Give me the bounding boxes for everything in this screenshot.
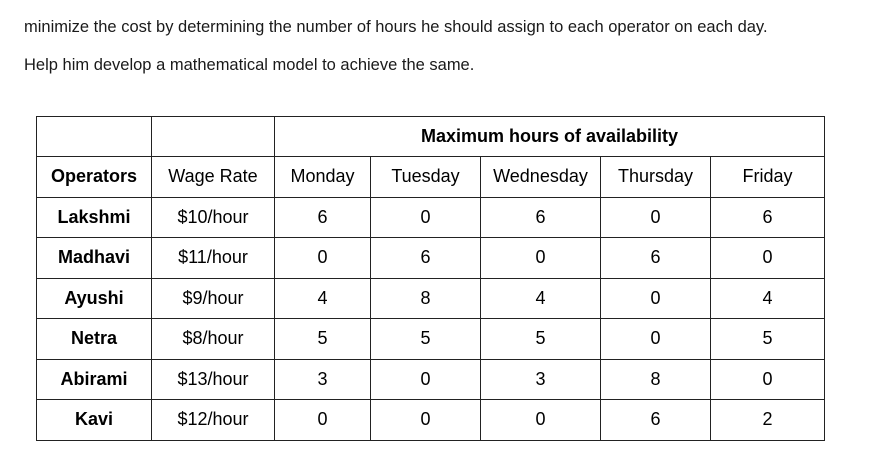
hours-friday: 6 <box>711 197 825 238</box>
wage-rate: $13/hour <box>152 359 275 400</box>
table-row <box>37 359 825 400</box>
hours-wednesday: 4 <box>481 278 601 319</box>
header-row <box>37 157 825 198</box>
hours-tuesday: 5 <box>371 319 481 360</box>
hours-tuesday: 0 <box>371 359 481 400</box>
wage-rate: $10/hour <box>152 197 275 238</box>
header-operators: Operators <box>37 157 152 198</box>
hours-friday: 4 <box>711 278 825 319</box>
hours-monday: 5 <box>275 319 371 360</box>
table-row <box>37 197 825 238</box>
wage-rate: $8/hour <box>152 319 275 360</box>
table-row <box>37 278 825 319</box>
wage-rate: $11/hour <box>152 238 275 279</box>
wage-rate: $12/hour <box>152 400 275 441</box>
hours-thursday: 8 <box>601 359 711 400</box>
hours-thursday: 6 <box>601 400 711 441</box>
table-row <box>37 400 825 441</box>
header-wage-rate: Wage Rate <box>152 157 275 198</box>
hours-monday: 0 <box>275 400 371 441</box>
wage-rate: $9/hour <box>152 278 275 319</box>
hours-thursday: 0 <box>601 319 711 360</box>
hours-thursday: 0 <box>601 197 711 238</box>
header-wednesday: Wednesday <box>481 157 601 198</box>
hours-thursday: 0 <box>601 278 711 319</box>
hours-tuesday: 8 <box>371 278 481 319</box>
operator-name: Kavi <box>37 400 152 441</box>
hours-tuesday: 0 <box>371 400 481 441</box>
hours-tuesday: 6 <box>371 238 481 279</box>
header-monday: Monday <box>275 157 371 198</box>
operator-name: Ayushi <box>37 278 152 319</box>
hours-friday: 2 <box>711 400 825 441</box>
paragraph-2: Help him develop a mathematical model to achieve the same. <box>24 56 475 74</box>
hours-wednesday: 3 <box>481 359 601 400</box>
empty-corner-cell-2 <box>152 117 275 157</box>
hours-friday: 0 <box>711 238 825 279</box>
hours-monday: 4 <box>275 278 371 319</box>
title-row <box>37 117 825 157</box>
availability-table <box>36 116 825 441</box>
header-tuesday: Tuesday <box>371 157 481 198</box>
hours-wednesday: 6 <box>481 197 601 238</box>
hours-friday: 0 <box>711 359 825 400</box>
table-row <box>37 238 825 279</box>
hours-monday: 0 <box>275 238 371 279</box>
operator-name: Netra <box>37 319 152 360</box>
table-title: Maximum hours of availability <box>275 117 825 157</box>
hours-thursday: 6 <box>601 238 711 279</box>
hours-tuesday: 0 <box>371 197 481 238</box>
hours-monday: 3 <box>275 359 371 400</box>
empty-corner-cell-1 <box>37 117 152 157</box>
operator-name: Abirami <box>37 359 152 400</box>
hours-wednesday: 5 <box>481 319 601 360</box>
paragraph-1: minimize the cost by determining the number of hours he should assign to each operator on each day. <box>24 18 768 36</box>
header-friday: Friday <box>711 157 825 198</box>
header-thursday: Thursday <box>601 157 711 198</box>
hours-friday: 5 <box>711 319 825 360</box>
hours-wednesday: 0 <box>481 400 601 441</box>
table-row <box>37 319 825 360</box>
operator-name: Lakshmi <box>37 197 152 238</box>
hours-wednesday: 0 <box>481 238 601 279</box>
hours-monday: 6 <box>275 197 371 238</box>
operator-name: Madhavi <box>37 238 152 279</box>
